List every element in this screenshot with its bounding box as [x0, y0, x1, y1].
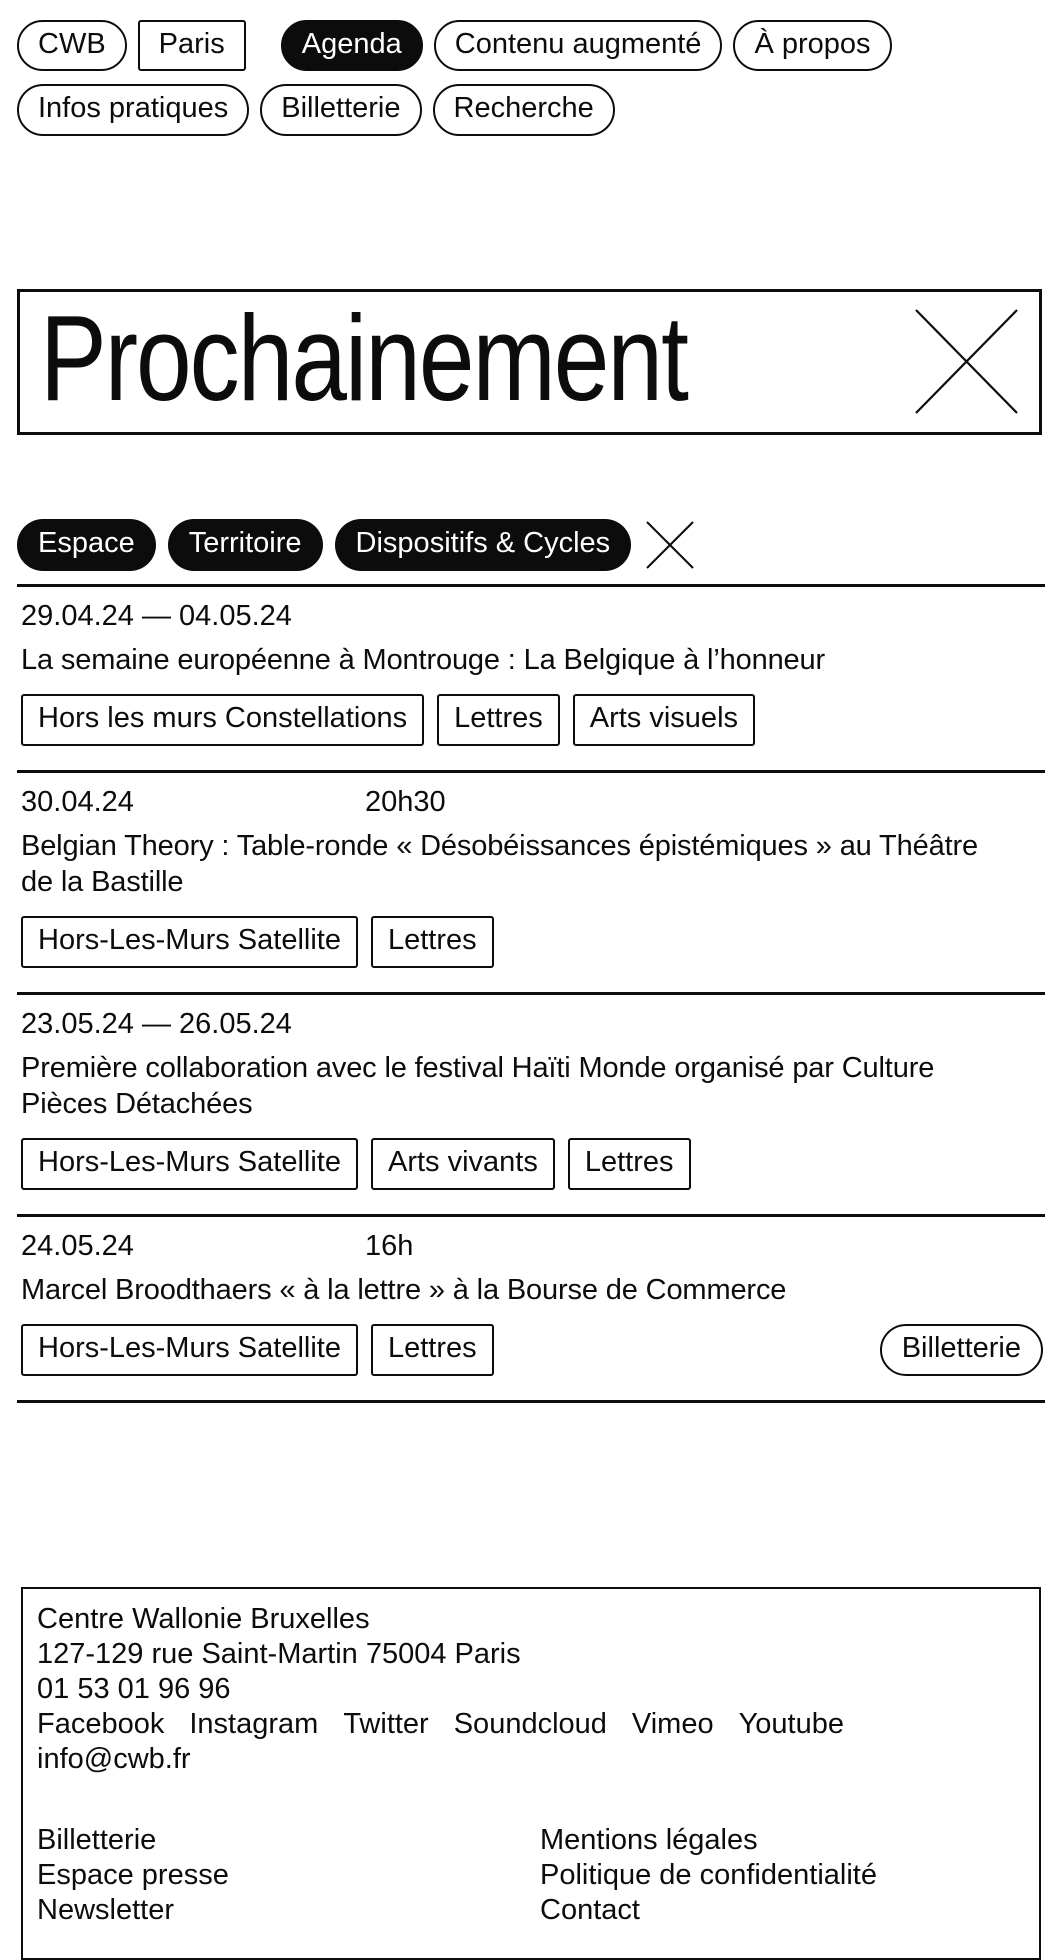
nav-row-primary [17, 20, 1045, 71]
footer-links-right [540, 1823, 877, 1928]
footer-email-link[interactable]: info@cwb.fr [37, 1742, 191, 1775]
event-date-row [21, 785, 1045, 819]
event-tags [21, 916, 1045, 968]
event-tag-hors-les-murs-satellite[interactable]: Hors-Les-Murs Satellite [21, 916, 358, 968]
nav-item-cwb[interactable]: CWB [17, 20, 127, 71]
event-date-row [21, 1229, 1045, 1263]
social-link-vimeo[interactable]: Vimeo [631, 1707, 714, 1740]
event-tag-lettres[interactable]: Lettres [568, 1138, 691, 1190]
social-link-twitter[interactable]: Twitter [343, 1707, 429, 1740]
event-title[interactable]: Première collaboration avec le festival Haïti Monde organisé par Culture Pièces Détachées [21, 1051, 935, 1120]
active-filters [17, 519, 1045, 571]
clear-filters-icon[interactable] [645, 520, 695, 570]
event-date: 29.04.24 — 04.05.24 [21, 600, 292, 633]
event-tag-hors-les-murs-satellite[interactable]: Hors-Les-Murs Satellite [21, 1324, 358, 1376]
footer-links [37, 1823, 1025, 1928]
event-tag-lettres[interactable]: Lettres [371, 916, 494, 968]
social-link-facebook[interactable]: Facebook [37, 1707, 165, 1740]
event-tag-arts-vivants[interactable]: Arts vivants [371, 1138, 555, 1190]
main-nav [17, 20, 1045, 136]
event-date: 23.05.24 — 26.05.24 [21, 1007, 292, 1040]
event-tag-hors-les-murs-satellite[interactable]: Hors-Les-Murs Satellite [21, 1138, 358, 1190]
event-tags [21, 1324, 1045, 1376]
event-row [17, 992, 1045, 1214]
footer-link-billetterie[interactable]: Billetterie [37, 1823, 157, 1856]
event-time: 16h [365, 1229, 414, 1262]
nav-item-recherche[interactable]: Recherche [433, 84, 615, 135]
event-date: 24.05.24 [21, 1229, 134, 1262]
social-link-youtube[interactable]: Youtube [738, 1707, 844, 1740]
event-title[interactable]: Marcel Broodthaers « à la lettre » à la Bourse de Commerce [21, 1273, 787, 1306]
event-tags [21, 1138, 1045, 1190]
event-time: 20h30 [365, 785, 446, 818]
footer-phone: 01 53 01 96 96 [37, 1672, 231, 1705]
nav-item-agenda[interactable]: Agenda [281, 20, 423, 71]
footer-link-espace-presse[interactable]: Espace presse [37, 1858, 229, 1891]
close-icon[interactable] [914, 308, 1019, 415]
nav-item-contenu-augmente[interactable]: Contenu augmenté [434, 20, 723, 71]
nav-item-a-propos[interactable]: À propos [733, 20, 891, 71]
event-tags [21, 694, 1045, 746]
social-link-instagram[interactable]: Instagram [189, 1707, 319, 1740]
event-row [17, 584, 1045, 770]
page-title-box [17, 289, 1042, 435]
footer-link-mentions-legales[interactable]: Mentions légales [540, 1823, 758, 1856]
event-date-row [21, 1007, 1045, 1041]
event-date-row [21, 599, 1045, 633]
event-date: 30.04.24 [21, 785, 134, 818]
event-ticket-button[interactable]: Billetterie [880, 1324, 1043, 1376]
footer [21, 1587, 1041, 1960]
page-title: Prochainement [40, 289, 687, 426]
events-list [17, 584, 1045, 1403]
filter-pill-dispositifs-cycles[interactable]: Dispositifs & Cycles [335, 519, 632, 571]
event-title[interactable]: La semaine européenne à Montrouge : La Belgique à l’honneur [21, 644, 826, 677]
footer-link-contact[interactable]: Contact [540, 1893, 640, 1926]
footer-link-newsletter[interactable]: Newsletter [37, 1893, 174, 1926]
footer-address: 127-129 rue Saint-Martin 75004 Paris [37, 1637, 521, 1670]
footer-link-politique-de-confidentialite[interactable]: Politique de confidentialité [540, 1858, 877, 1891]
event-row [17, 770, 1045, 992]
event-tag-arts-visuels[interactable]: Arts visuels [573, 694, 755, 746]
event-tag-lettres[interactable]: Lettres [371, 1324, 494, 1376]
event-title[interactable]: Belgian Theory : Table-ronde « Désobéissances épistémiques » au Théâtre de la Bastille [21, 829, 978, 898]
event-tag-lettres[interactable]: Lettres [437, 694, 560, 746]
social-link-soundcloud[interactable]: Soundcloud [453, 1707, 607, 1740]
footer-org-name: Centre Wallonie Bruxelles [37, 1602, 370, 1635]
filter-pill-territoire[interactable]: Territoire [168, 519, 323, 571]
nav-row-secondary [17, 84, 1045, 135]
event-row [17, 1214, 1045, 1400]
footer-social-links [37, 1707, 1025, 1742]
event-tag-hors-les-murs-constellations[interactable]: Hors les murs Constellations [21, 694, 424, 746]
nav-item-billetterie[interactable]: Billetterie [260, 84, 421, 135]
nav-item-infos-pratiques[interactable]: Infos pratiques [17, 84, 249, 135]
nav-item-paris[interactable]: Paris [138, 20, 246, 71]
filter-pill-espace[interactable]: Espace [17, 519, 156, 571]
footer-links-left [37, 1823, 540, 1928]
